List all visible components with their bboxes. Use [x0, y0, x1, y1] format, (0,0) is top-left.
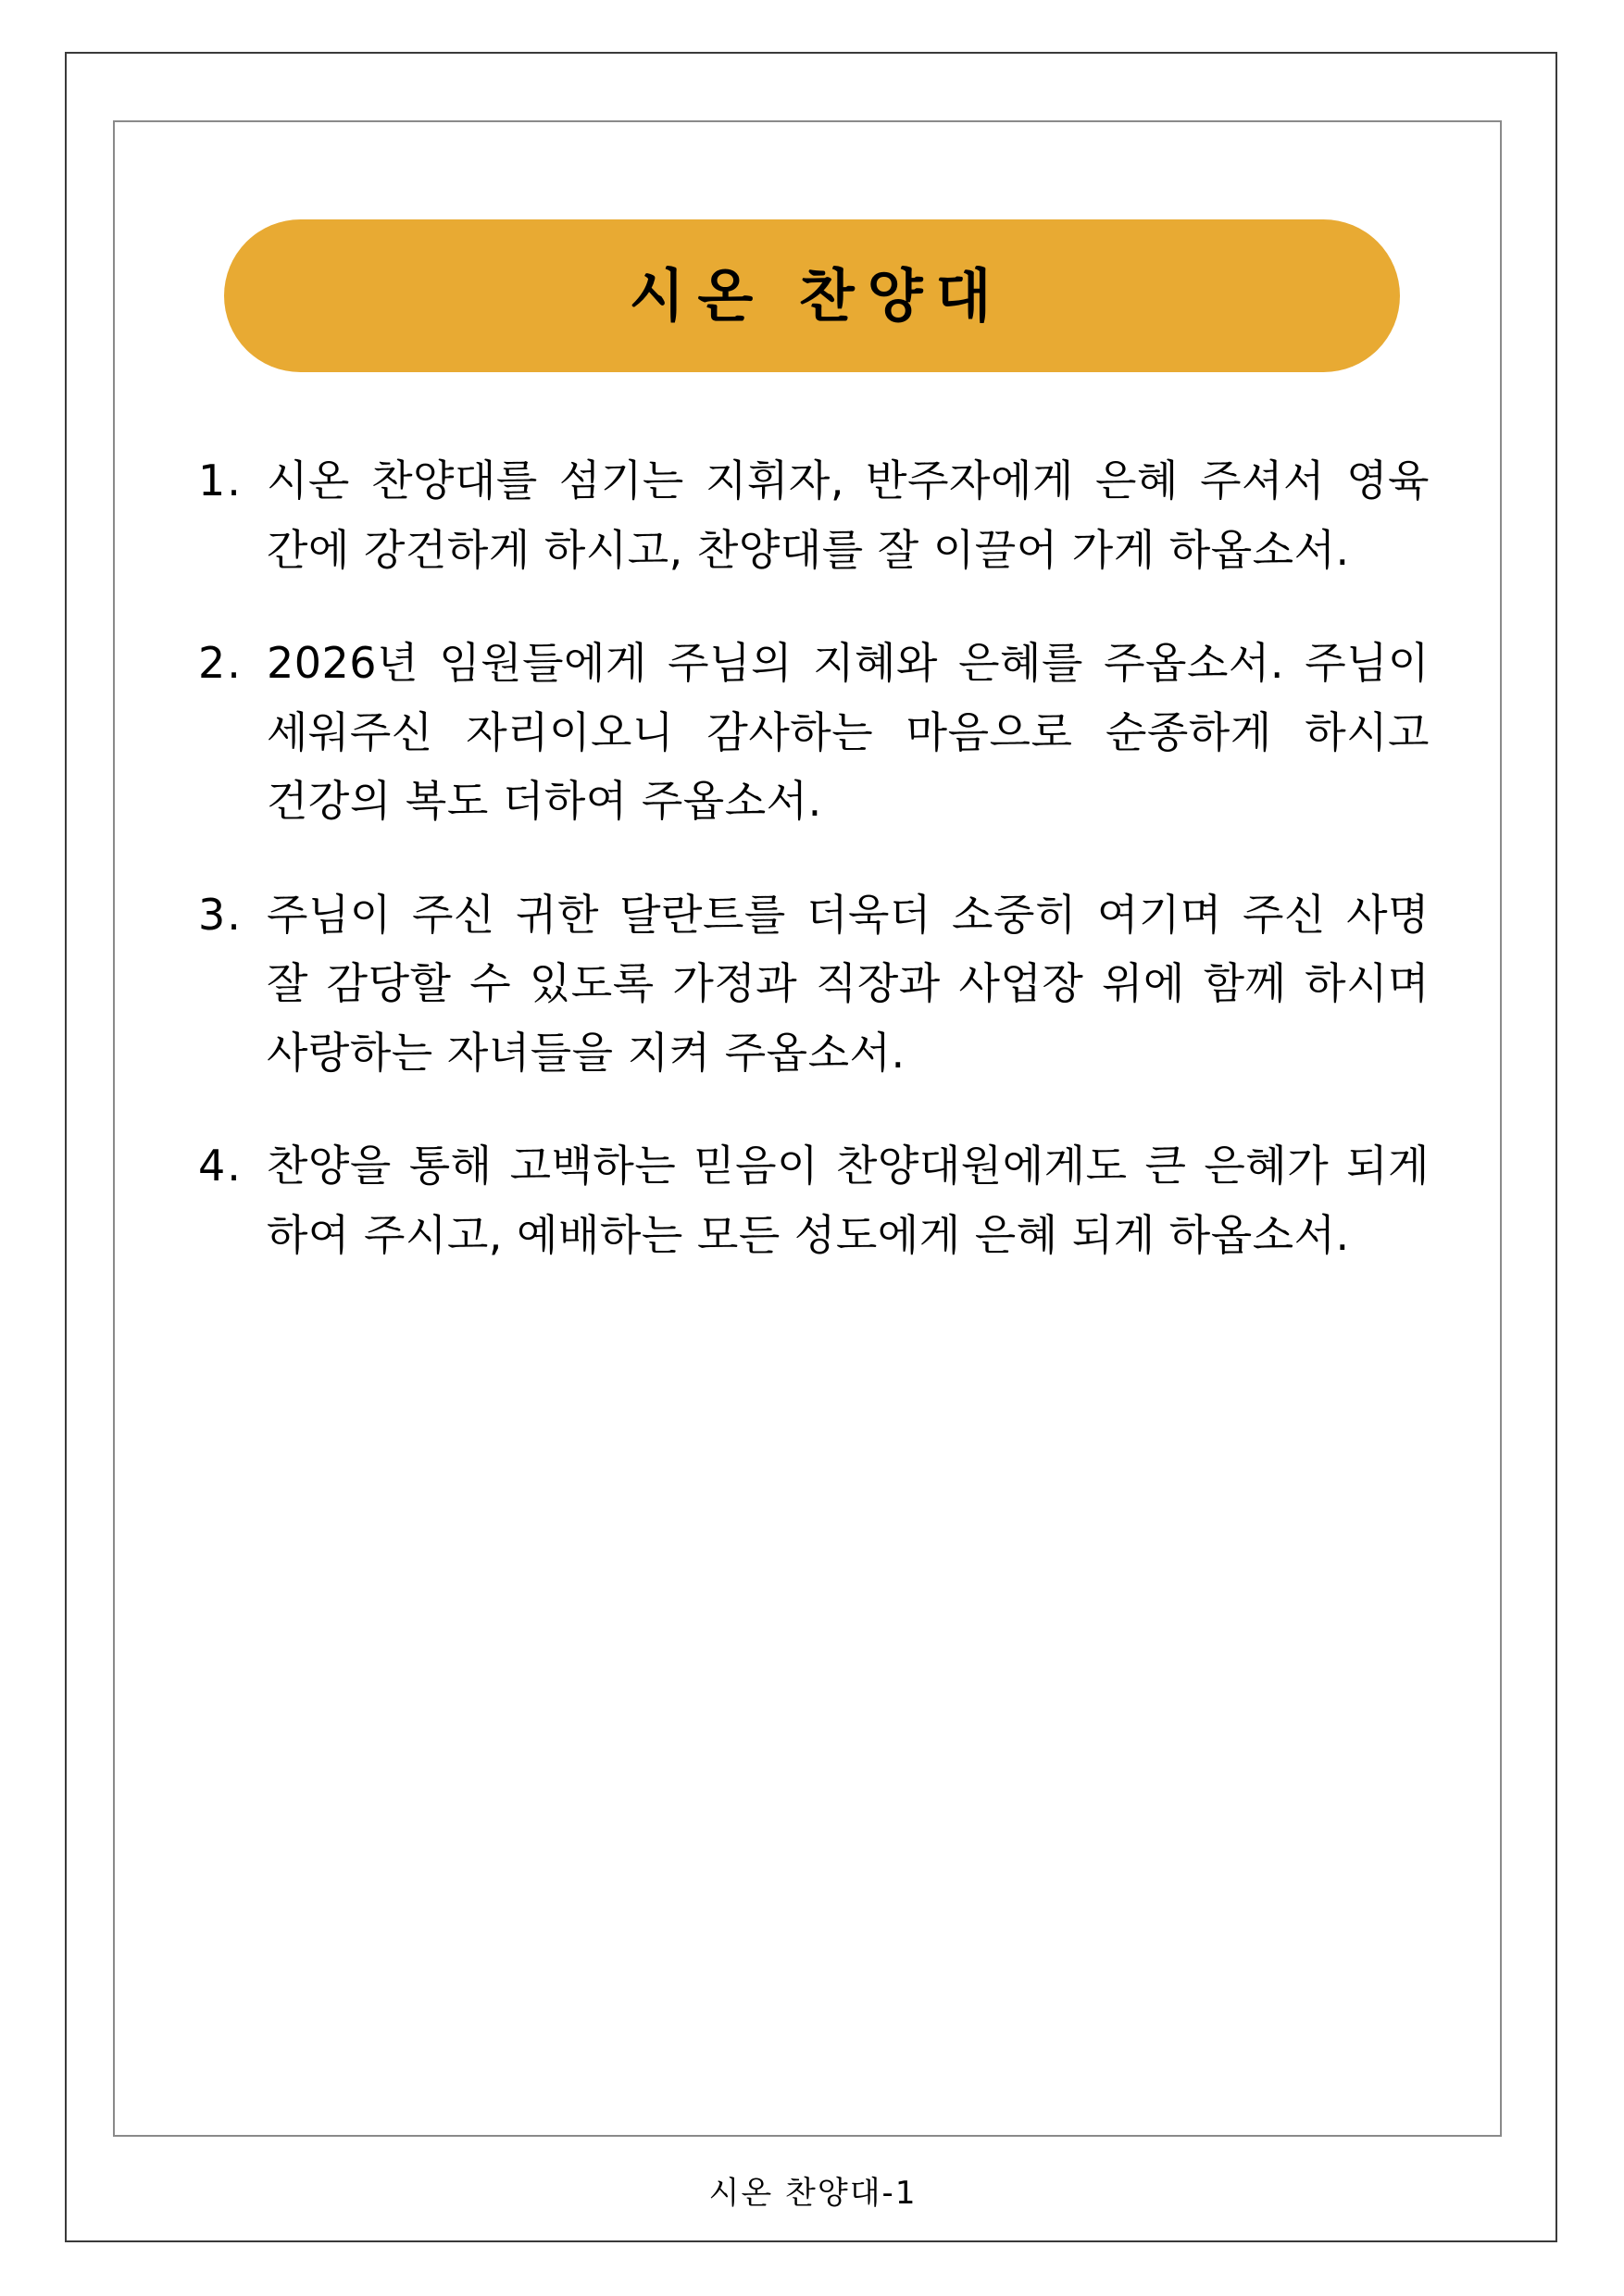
list-item-text: 시온 찬양대를 섬기는 지휘자, 반주자에게 은혜 주셔서 영육 간에 강건하게 하시고, 찬양대를 잘 이끌어 가게 하옵소서.	[267, 455, 1430, 575]
list-item-text: 찬양을 통해 고백하는 믿음이 찬양대원에게도 큰 은혜가 되게 하여 주시고, 예배하는 모든 성도에게 은혜 되게 하옵소서.	[267, 1141, 1430, 1260]
page-inner-frame	[113, 120, 1502, 2137]
list-item	[198, 880, 1430, 1088]
list-item-number: 1.	[198, 455, 243, 505]
page-title-banner	[224, 219, 1400, 372]
page-title: 시온 찬양대	[629, 261, 1005, 330]
list-item-text: 2026년 임원들에게 주님의 지혜와 은혜를 주옵소서. 주님이 세워주신 자리이오니 감사하는 마음으로 순종하게 하시고 건강의 복도 더하여 주옵소서.	[267, 638, 1430, 827]
prayer-list	[198, 446, 1430, 1314]
list-item	[198, 629, 1430, 836]
list-item-number: 2.	[198, 638, 243, 689]
document-page	[65, 52, 1557, 2242]
list-item-number: 4.	[198, 1141, 243, 1192]
list-item-number: 3.	[198, 889, 243, 940]
page-footer: 시온 찬양대-1	[708, 2175, 918, 2212]
list-item	[198, 446, 1430, 584]
list-item-text: 주님이 주신 귀한 달란트를 더욱더 소중히 여기며 주신 사명 잘 감당할 수 있도록 가정과 직장과 사업장 위에 함께 하시며 사랑하는 자녀들을 지켜 주옵소서.	[267, 889, 1430, 1078]
list-item	[198, 1131, 1430, 1269]
